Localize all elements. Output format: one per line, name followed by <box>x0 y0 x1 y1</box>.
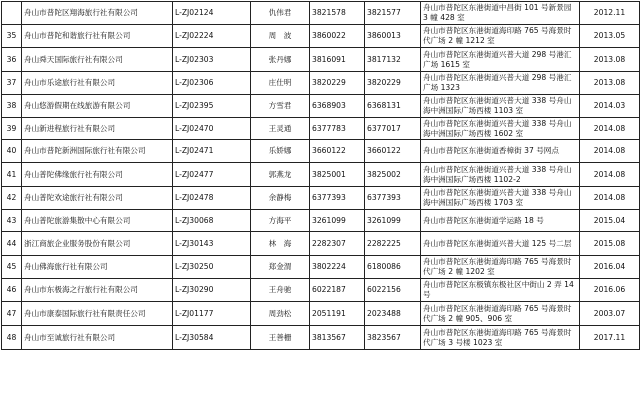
cell-approval-date: 2003.07 <box>580 302 640 326</box>
cell-agency-name: 舟山舜天国际旅行社有限公司 <box>22 48 173 72</box>
cell-fax: 2282225 <box>365 232 421 256</box>
cell-fax: 6180086 <box>365 256 421 279</box>
cell-telephone: 3860022 <box>310 25 365 48</box>
cell-legal-representative: 王善栅 <box>251 326 310 350</box>
cell-address: 舟山市普陀区东极镇东极社区中街山 2 弄 14 号 <box>421 279 580 302</box>
cell-telephone: 3261099 <box>310 210 365 232</box>
cell-legal-representative: 周 波 <box>251 25 310 48</box>
cell-telephone: 3813567 <box>310 326 365 350</box>
cell-row-number: 45 <box>2 256 22 279</box>
cell-legal-representative: 周劲松 <box>251 302 310 326</box>
cell-address: 舟山市普陀区东港街道兴普大道 338 号舟山海中洲国际广场西楼 1703 室 <box>421 187 580 210</box>
cell-approval-date: 2013.08 <box>580 48 640 72</box>
cell-row-number: 37 <box>2 72 22 95</box>
cell-legal-representative: 庄仕明 <box>251 72 310 95</box>
cell-row-number: 35 <box>2 25 22 48</box>
cell-approval-date: 2014.08 <box>580 163 640 187</box>
cell-license-code: L-ZJ30290 <box>173 279 251 302</box>
cell-agency-name: 舟山市至诚旅行社有限公司 <box>22 326 173 350</box>
cell-telephone: 3816091 <box>310 48 365 72</box>
table-row <box>2 302 640 326</box>
cell-license-code: L-ZJ30250 <box>173 256 251 279</box>
cell-legal-representative: 王灵通 <box>251 118 310 140</box>
cell-approval-date: 2017.11 <box>580 326 640 350</box>
cell-license-code: L-ZJ02306 <box>173 72 251 95</box>
cell-telephone: 3821578 <box>310 2 365 25</box>
cell-approval-date: 2014.08 <box>580 140 640 163</box>
cell-legal-representative: 余静梅 <box>251 187 310 210</box>
cell-telephone: 6377393 <box>310 187 365 210</box>
cell-fax: 3821577 <box>365 2 421 25</box>
table-row <box>2 2 640 25</box>
cell-row-number: 40 <box>2 140 22 163</box>
cell-legal-representative: 林 海 <box>251 232 310 256</box>
cell-license-code: L-ZJ01177 <box>173 302 251 326</box>
cell-address: 舟山市普陀区东港街道兴普大道 125 号二层 <box>421 232 580 256</box>
cell-approval-date: 2015.08 <box>580 232 640 256</box>
cell-telephone: 6377783 <box>310 118 365 140</box>
cell-legal-representative: 方海平 <box>251 210 310 232</box>
cell-agency-name: 舟山普陀旅游集散中心有限公司 <box>22 210 173 232</box>
cell-license-code: L-ZJ02471 <box>173 140 251 163</box>
table-row <box>2 72 640 95</box>
cell-agency-name: 舟山新进程旅行社有限公司 <box>22 118 173 140</box>
cell-legal-representative: 郭燕龙 <box>251 163 310 187</box>
cell-legal-representative: 乐娇娜 <box>251 140 310 163</box>
cell-fax: 3660122 <box>365 140 421 163</box>
cell-telephone: 3820229 <box>310 72 365 95</box>
cell-fax: 6377017 <box>365 118 421 140</box>
cell-address: 舟山市普陀区东港街道学运路 18 号 <box>421 210 580 232</box>
table-row <box>2 118 640 140</box>
cell-approval-date: 2013.08 <box>580 72 640 95</box>
cell-agency-name: 舟山市普陀区翔海旅行社有限公司 <box>22 2 173 25</box>
cell-address: 舟山市普陀区东港街道中昌街 101 号新景园 3 幢 428 室 <box>421 2 580 25</box>
cell-agency-name: 舟山悠游假期在线旅游有限公司 <box>22 95 173 118</box>
cell-approval-date: 2013.05 <box>580 25 640 48</box>
table-row <box>2 232 640 256</box>
cell-agency-name: 舟山佛海旅行社有限公司 <box>22 256 173 279</box>
table-row <box>2 210 640 232</box>
cell-license-code: L-ZJ02124 <box>173 2 251 25</box>
cell-approval-date: 2014.08 <box>580 187 640 210</box>
cell-agency-name: 浙江商旅企业服务股份有限公司 <box>22 232 173 256</box>
cell-fax: 3817132 <box>365 48 421 72</box>
cell-address: 舟山市普陀区东港街道兴普大道 338 号舟山海中洲国际广场西楼 1103 室 <box>421 95 580 118</box>
cell-row-number: 39 <box>2 118 22 140</box>
cell-legal-representative: 郑金渭 <box>251 256 310 279</box>
cell-approval-date: 2016.06 <box>580 279 640 302</box>
cell-telephone: 3802224 <box>310 256 365 279</box>
table-row <box>2 25 640 48</box>
cell-license-code: L-ZJ02477 <box>173 163 251 187</box>
cell-address: 舟山市普陀区东港街道海印路 765 号海景时代广场 2 幢 1212 室 <box>421 25 580 48</box>
cell-row-number: 47 <box>2 302 22 326</box>
table-row <box>2 95 640 118</box>
cell-fax: 3825002 <box>365 163 421 187</box>
cell-row-number: 42 <box>2 187 22 210</box>
cell-license-code: L-ZJ30143 <box>173 232 251 256</box>
cell-agency-name: 舟山普陀欢途旅行社有限公司 <box>22 187 173 210</box>
table-row <box>2 163 640 187</box>
cell-license-code: L-ZJ02303 <box>173 48 251 72</box>
cell-telephone: 2282307 <box>310 232 365 256</box>
cell-row-number: 44 <box>2 232 22 256</box>
cell-address: 舟山市普陀区东港街道兴普大道 298 号港汇广场 1323 <box>421 72 580 95</box>
table-row <box>2 279 640 302</box>
cell-legal-representative: 张丹娜 <box>251 48 310 72</box>
cell-address: 舟山市普陀区东港街道兴普大道 298 号港汇广场 1615 室 <box>421 48 580 72</box>
cell-license-code: L-ZJ30584 <box>173 326 251 350</box>
cell-agency-name: 舟山市乐途旅行社有限公司 <box>22 72 173 95</box>
cell-agency-name: 舟山普陀佛缘旅行社有限公司 <box>22 163 173 187</box>
cell-fax: 3823567 <box>365 326 421 350</box>
cell-fax: 2023488 <box>365 302 421 326</box>
table-row <box>2 256 640 279</box>
cell-telephone: 6022187 <box>310 279 365 302</box>
cell-row-number: 36 <box>2 48 22 72</box>
cell-address: 舟山市普陀区东港街道海印路 765 号海景时代广场 3 号楼 1023 室 <box>421 326 580 350</box>
cell-address: 舟山市普陀区东港街道海印路 765 号海景时代广场 2 幢 1202 室 <box>421 256 580 279</box>
cell-approval-date: 2015.04 <box>580 210 640 232</box>
cell-legal-representative: 方雪君 <box>251 95 310 118</box>
cell-address: 舟山市普陀区东港街道香樟街 37 号网点 <box>421 140 580 163</box>
cell-fax: 6368131 <box>365 95 421 118</box>
cell-row-number: 41 <box>2 163 22 187</box>
cell-approval-date: 2016.04 <box>580 256 640 279</box>
cell-row-number: 43 <box>2 210 22 232</box>
cell-license-code: L-ZJ02224 <box>173 25 251 48</box>
cell-address: 舟山市普陀区东港街道兴普大道 338 号舟山海中洲国际广场西楼 1102-2 <box>421 163 580 187</box>
cell-agency-name: 舟山市东极海之行旅行社有限公司 <box>22 279 173 302</box>
table-row <box>2 326 640 350</box>
cell-row-number <box>2 2 22 25</box>
cell-approval-date: 2014.08 <box>580 118 640 140</box>
cell-license-code: L-ZJ02470 <box>173 118 251 140</box>
cell-approval-date: 2014.03 <box>580 95 640 118</box>
cell-agency-name: 舟山市康泰国际旅行社有限责任公司 <box>22 302 173 326</box>
cell-fax: 3860013 <box>365 25 421 48</box>
cell-address: 舟山市普陀区东港街道海印路 765 号海景时代广场 2 幢 905、906 室 <box>421 302 580 326</box>
table-row <box>2 140 640 163</box>
table-row <box>2 187 640 210</box>
cell-telephone: 2051191 <box>310 302 365 326</box>
cell-fax: 3820229 <box>365 72 421 95</box>
cell-row-number: 38 <box>2 95 22 118</box>
cell-telephone: 3825001 <box>310 163 365 187</box>
cell-license-code: L-ZJ30068 <box>173 210 251 232</box>
cell-address: 舟山市普陀区东港街道兴普大道 338 号舟山海中洲国际广场西楼 1602 室 <box>421 118 580 140</box>
cell-telephone: 6368903 <box>310 95 365 118</box>
cell-agency-name: 舟山市普陀和谐旅行社有限公司 <box>22 25 173 48</box>
cell-license-code: L-ZJ02478 <box>173 187 251 210</box>
cell-license-code: L-ZJ02395 <box>173 95 251 118</box>
cell-row-number: 46 <box>2 279 22 302</box>
cell-fax: 3261099 <box>365 210 421 232</box>
cell-row-number: 48 <box>2 326 22 350</box>
cell-approval-date: 2012.11 <box>580 2 640 25</box>
travel-agency-table <box>1 1 640 350</box>
cell-agency-name: 舟山市普陀新洲国际旅行社有限公司 <box>22 140 173 163</box>
cell-telephone: 3660122 <box>310 140 365 163</box>
cell-fax: 6022156 <box>365 279 421 302</box>
cell-legal-representative: 仇伟君 <box>251 2 310 25</box>
cell-fax: 6377393 <box>365 187 421 210</box>
cell-legal-representative: 王舟驰 <box>251 279 310 302</box>
table-row <box>2 48 640 72</box>
table-body <box>2 2 640 350</box>
